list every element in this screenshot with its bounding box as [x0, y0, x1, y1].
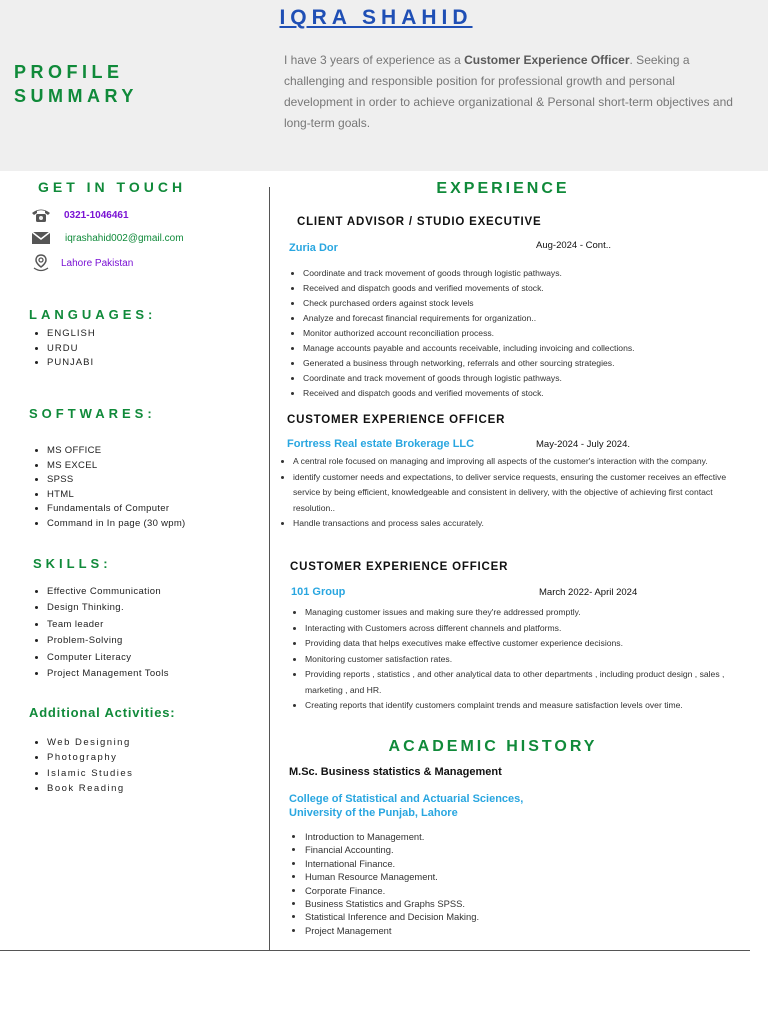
list-item: • Book Reading — [47, 781, 133, 796]
skills-heading: SKILLS: — [33, 556, 112, 571]
column-divider — [269, 187, 270, 950]
list-item: • Business Statistics and Graphs SPSS. — [305, 897, 730, 910]
list-item: • Statistical Inference and Decision Making. — [305, 910, 730, 923]
softwares-list — [30, 444, 186, 531]
degree-title: M.Sc. Business statistics & Management — [289, 766, 502, 778]
list-item: • Check purchased orders against stock levels — [303, 296, 748, 311]
company-name: Fortress Real estate Brokerage LLC — [287, 438, 475, 450]
list-item: • International Finance. — [305, 857, 730, 870]
list-item: • Analyze and forecast financial requirements for organization.. — [303, 311, 748, 326]
list-item: • Received and dispatch goods and verified movements of stock. — [303, 386, 748, 401]
list-item: • ENGLISH — [47, 327, 96, 342]
job-dates: May-2024 - July 2024. — [536, 439, 630, 450]
list-item: • Financial Accounting. — [305, 843, 730, 856]
contact-email-row — [30, 229, 184, 247]
list-item: • Introduction to Management. — [305, 830, 730, 843]
list-item: • Interacting with Customers across different channels and platforms. — [305, 621, 756, 637]
location-text: Lahore Pakistan — [61, 257, 134, 269]
list-item: • URDU — [47, 342, 96, 357]
job-title: CUSTOMER EXPERIENCE OFFICER — [287, 414, 506, 426]
list-item: • Problem-Solving — [47, 633, 169, 649]
languages-heading: LANGUAGES: — [29, 307, 157, 322]
list-item: • Command in In page (30 wpm) — [47, 517, 186, 532]
list-item: • Photography — [47, 750, 133, 765]
profile-summary-heading — [14, 60, 138, 108]
courses-list — [290, 830, 730, 937]
list-item: • Islamic Studies — [47, 766, 133, 781]
list-item: • Monitor authorized account reconciliation process. — [303, 326, 748, 341]
list-item: • Effective Communication — [47, 584, 169, 600]
summary-part1: I have 3 years of experience as a — [284, 53, 465, 67]
activities-list — [30, 735, 133, 796]
list-item: • Providing data that helps executives make effective customer experience decisions. — [305, 636, 756, 652]
list-item: • HTML — [47, 488, 186, 503]
list-item: • Creating reports that identify customers complaint trends and measure satisfaction levels over time. — [305, 698, 756, 714]
list-item: • Team leader — [47, 617, 169, 633]
list-item: • A central role focused on managing and improving all aspects of the customer's interaction with the company. — [293, 454, 752, 470]
list-item: • Human Resource Management. — [305, 870, 730, 883]
list-item: • MS OFFICE — [47, 444, 186, 459]
list-item: • Monitoring customer satisfaction rates. — [305, 652, 756, 668]
list-item: • PUNJABI — [47, 356, 96, 371]
profile-heading-line1: PROFILE — [14, 62, 124, 82]
experience-heading: EXPERIENCE — [436, 180, 570, 197]
candidate-name: IQRA SHAHID — [279, 6, 473, 29]
list-item: • Project Management — [305, 924, 730, 937]
list-item: • Coordinate and track movement of goods through logistic pathways. — [303, 266, 748, 281]
list-item: • Handle transactions and process sales accurately. — [293, 516, 752, 532]
mail-icon — [30, 229, 52, 247]
job-duties-list — [288, 266, 748, 401]
list-item: • identify customer needs and expectations, to deliver service requests, ensuring the customer receives an effective service by being efficient, knowledgeable and consistent in delivery, with the objective of achieving first contact resolution.. — [293, 470, 752, 517]
company-name: 101 Group — [291, 586, 346, 598]
profile-summary-text — [284, 50, 744, 134]
list-item: • Manage accounts payable and accounts receivable, including invoicing and collections. — [303, 341, 748, 356]
job-title: CUSTOMER EXPERIENCE OFFICER — [290, 561, 509, 573]
list-item: • Coordinate and track movement of goods through logistic pathways. — [303, 371, 748, 386]
skills-list — [30, 584, 169, 682]
contact-heading: GET IN TOUCH — [38, 179, 187, 195]
list-item: • Computer Literacy — [47, 650, 169, 666]
languages-list — [30, 327, 96, 371]
list-item: • Providing reports , statistics , and other analytical data to other departments , including product design , sales , marketing , and HR. — [305, 667, 756, 698]
college-line2: University of the Punjab, Lahore — [289, 806, 458, 819]
summary-part2: . Seeking a challenging and responsible position for professional growth and personal development in order to achieve organizational & Personal short-term objectives and long-term goals. — [284, 53, 733, 130]
company-name: Zuria Dor — [289, 242, 338, 254]
job-title: CLIENT ADVISOR / STUDIO EXECUTIVE — [297, 216, 542, 228]
list-item: • Received and dispatch goods and verified movements of stock. — [303, 281, 748, 296]
contact-location-row — [30, 254, 133, 272]
bottom-divider — [0, 950, 750, 951]
summary-role: Customer Experience Officer — [464, 53, 630, 67]
list-item: • MS EXCEL — [47, 459, 186, 474]
list-item: • Managing customer issues and making sure they're addressed promptly. — [305, 605, 756, 621]
phone-link[interactable]: 0321-1046461 — [64, 209, 129, 221]
softwares-heading: SOFTWARES: — [29, 406, 156, 421]
contact-phone-row — [30, 206, 129, 224]
list-item: • Corporate Finance. — [305, 884, 730, 897]
profile-heading-line2: SUMMARY — [14, 86, 138, 106]
list-item: • Generated a business through networking, referrals and other sourcing strategies. — [303, 356, 748, 371]
location-pin-icon — [30, 254, 52, 272]
list-item: • Web Designing — [47, 735, 133, 750]
phone-icon — [30, 206, 52, 224]
college-name — [289, 793, 523, 820]
job-duties-list — [290, 605, 756, 714]
list-item: • Project Management Tools — [47, 666, 169, 682]
email-link[interactable]: iqrashahid002@gmail.com — [65, 232, 184, 244]
academic-heading: ACADEMIC HISTORY — [388, 738, 598, 755]
job-dates: March 2022- April 2024 — [539, 587, 638, 598]
list-item: • Design Thinking. — [47, 600, 169, 616]
list-item: • Fundamentals of Computer — [47, 502, 186, 517]
job-duties-list — [278, 454, 752, 532]
activities-heading: Additional Activities: — [29, 705, 176, 720]
college-line1: College of Statistical and Actuarial Sciences, — [289, 793, 524, 805]
job-dates: Aug-2024 - Cont.. — [536, 240, 611, 251]
list-item: • SPSS — [47, 473, 186, 488]
